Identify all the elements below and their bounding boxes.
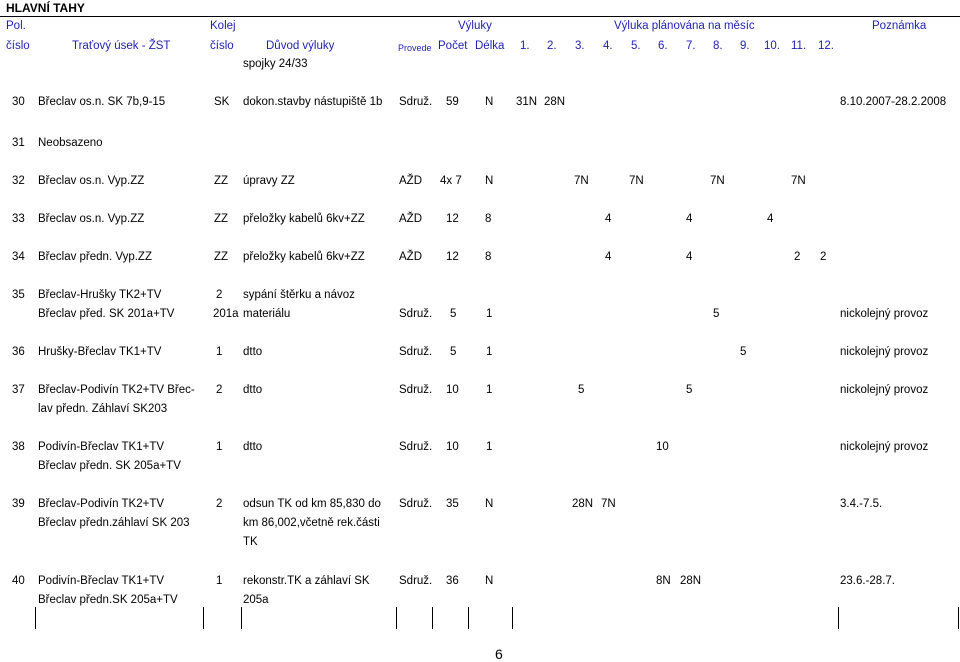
header-month-2: 2. (547, 40, 557, 52)
header-month-10: 10. (764, 40, 780, 52)
header-month-3: 3. (575, 40, 585, 52)
page-number: 6 (495, 646, 503, 662)
header-pocet: Počet (438, 40, 468, 52)
row-30-pocet: 59 (446, 96, 459, 108)
row-40-kolej: 1 (216, 575, 223, 587)
row-34-duvod: přeložky kabelů 6kv+ZZ (243, 251, 365, 263)
row-34-delka: 8 (485, 251, 492, 263)
row-31-usek: Neobsazeno (38, 137, 103, 149)
row-39-duvod: odsun TK od km 85,830 do (243, 498, 381, 510)
row-33-month: 4 (686, 213, 693, 225)
row-30-usek: Břeclav os.n. SK 7b,9-15 (38, 96, 166, 108)
header-month-11: 11. (791, 40, 807, 52)
section-title: HLAVNÍ TAHY (6, 1, 85, 15)
header-cislo-kolej: číslo (210, 40, 234, 52)
row-30-pozn: 8.10.2007-28.2.2008 (840, 96, 947, 108)
row-37-month: 5 (578, 384, 585, 396)
row-37-duvod: dtto (243, 384, 263, 396)
row-35-pocet: 5 (450, 308, 457, 320)
header-vyluky: Výluky (458, 20, 492, 32)
column-divider (958, 607, 959, 629)
row-37-kolej: 2 (216, 384, 223, 396)
row-40-month: 28N (680, 575, 702, 587)
row-33-delka: 8 (485, 213, 492, 225)
row-37-provede: Sdruž. (399, 384, 433, 396)
header-month-12: 12. (818, 40, 834, 52)
row-39-usek-2: Břeclav předn.záhlaví SK 203 (38, 517, 190, 529)
header-month-4: 4. (603, 40, 613, 52)
divider (0, 16, 960, 17)
row-30-provede: Sdruž. (399, 96, 433, 108)
header-month-6: 6. (658, 40, 668, 52)
row-30-pol: 30 (12, 96, 25, 108)
row-32-duvod: úpravy ZZ (243, 175, 295, 187)
row-36-provede: Sdruž. (399, 346, 433, 358)
row-33-kolej: ZZ (214, 213, 229, 225)
row-34-kolej: ZZ (214, 251, 229, 263)
row-40-pol: 40 (12, 575, 25, 587)
column-divider (396, 607, 397, 629)
row-34-month: 4 (686, 251, 693, 263)
row-33-usek: Břeclav os.n. Vyp.ZZ (38, 213, 145, 225)
header-vyluka-planovana: Výluka plánována na měsíc (614, 20, 755, 32)
row-39-pocet: 35 (446, 498, 459, 510)
row-33-duvod: přeložky kabelů 6kv+ZZ (243, 213, 365, 225)
row-38-provede: Sdruž. (399, 441, 433, 453)
row-35-duvod: sypání štěrku a návoz (243, 289, 355, 301)
row-34-provede: AŽD (399, 251, 422, 263)
row-39-delka: N (485, 498, 494, 510)
row-35-duvod-2: materiálu (243, 308, 291, 320)
row-37-delka: 1 (486, 384, 493, 396)
row-34-month: 2 (820, 251, 827, 263)
row-32-month: 7N (629, 175, 644, 187)
header-month-8: 8. (713, 40, 723, 52)
row-36-pozn: nickolejný provoz (840, 346, 929, 358)
row-30-delka: N (485, 96, 494, 108)
row-30-m2: 28N (544, 96, 566, 108)
row-30-m1: 31N (516, 96, 538, 108)
row-34-pocet: 12 (446, 251, 459, 263)
row-37-usek-2: lav předn. Záhlaví SK203 (38, 403, 168, 415)
row-37-pozn: nickolejný provoz (840, 384, 929, 396)
row-36-delka: 1 (486, 346, 493, 358)
row-34-pol: 34 (12, 251, 25, 263)
row-36-pocet: 5 (450, 346, 457, 358)
row-35-delka: 1 (486, 308, 493, 320)
row-38-duvod: dtto (243, 441, 263, 453)
column-divider (468, 607, 469, 629)
row-35-pol: 35 (12, 289, 25, 301)
header-month-9: 9. (740, 40, 750, 52)
header-duvod-vyluky: Důvod výluky (266, 40, 335, 52)
header-provede: Provede (398, 43, 432, 53)
row-32-usek: Břeclav os.n. Vyp.ZZ (38, 175, 145, 187)
column-divider (838, 607, 839, 629)
row-31-pol: 31 (12, 137, 25, 149)
row-40-delka: N (485, 575, 494, 587)
header-month-7: 7. (686, 40, 696, 52)
row-38-usek: Podivín-Břeclav TK1+TV (38, 441, 165, 453)
row-32-month: 7N (791, 175, 806, 187)
row-39-duvod-2: km 86,002,včetně rek.části (243, 517, 380, 529)
row-36-pol: 36 (12, 346, 25, 358)
row-36-duvod: dtto (243, 346, 263, 358)
row-32-kolej: ZZ (214, 175, 229, 187)
row-40-pozn: 23.6.-28.7. (840, 575, 895, 587)
row-37-month: 5 (686, 384, 693, 396)
row-35-usek: Břeclav-Hrušky TK2+TV (38, 289, 162, 301)
row-39-month: 28N (572, 498, 594, 510)
row-34-usek: Břeclav předn. Vyp.ZZ (38, 251, 152, 263)
row-39-pozn: 3.4.-7.5. (840, 498, 883, 510)
row-33-pol: 33 (12, 213, 25, 225)
row-35-pozn: nickolejný provoz (840, 308, 929, 320)
row-32-pocet: 4x 7 (440, 175, 462, 187)
row-30-kolej: SK (214, 96, 230, 108)
row-38-delka: 1 (486, 441, 493, 453)
row-33-month: 4 (767, 213, 774, 225)
column-divider (35, 607, 36, 629)
header-cislo: číslo (6, 40, 30, 52)
row-35-provede: Sdruž. (399, 308, 433, 320)
row-36-kolej: 1 (216, 346, 223, 358)
row-39-pol: 39 (12, 498, 25, 510)
row-39-kolej: 2 (216, 498, 223, 510)
column-divider (241, 607, 242, 629)
row-37-usek: Břeclav-Podivín TK2+TV Břec- (38, 384, 195, 396)
header-month-1: 1. (520, 40, 530, 52)
header-delka: Délka (475, 40, 505, 52)
row-30-duvod: dokon.stavby nástupiště 1b (243, 96, 383, 108)
row-38-usek-2: Břeclav předn. SK 205a+TV (38, 460, 181, 472)
header-kolej: Kolej (210, 20, 236, 32)
row-39-usek: Břeclav-Podivín TK2+TV (38, 498, 165, 510)
row-33-pocet: 12 (446, 213, 459, 225)
column-divider (512, 607, 513, 629)
row-35-kolej: 2 (216, 289, 223, 301)
row-38-month: 10 (656, 441, 669, 453)
row-38-kolej: 1 (216, 441, 223, 453)
row-36-month: 5 (740, 346, 747, 358)
row-32-pol: 32 (12, 175, 25, 187)
row-32-delka: N (485, 175, 494, 187)
row-36-usek: Hrušky-Břeclav TK1+TV (38, 346, 162, 358)
spojky-note: spojky 24/33 (243, 58, 308, 70)
row-39-month: 7N (601, 498, 616, 510)
row-34-month: 4 (605, 251, 612, 263)
row-40-usek: Podivín-Břeclav TK1+TV (38, 575, 165, 587)
column-divider (432, 607, 433, 629)
header-tratovy-usek: Traťový úsek - ŽST (72, 40, 171, 52)
row-40-month: 8N (656, 575, 671, 587)
row-38-pozn: nickolejný provoz (840, 441, 929, 453)
header-poznamka: Poznámka (872, 20, 927, 32)
row-39-duvod-3: TK (243, 536, 258, 548)
row-33-provede: AŽD (399, 213, 422, 225)
row-40-provede: Sdruž. (399, 575, 433, 587)
row-39-provede: Sdruž. (399, 498, 433, 510)
row-37-pocet: 10 (446, 384, 459, 396)
row-35-month: 5 (713, 308, 720, 320)
header-month-5: 5. (631, 40, 641, 52)
row-34-month: 2 (794, 251, 801, 263)
row-40-duvod: rekonstr.TK a záhlaví SK (243, 575, 370, 587)
row-38-pocet: 10 (446, 441, 459, 453)
row-38-pol: 38 (12, 441, 25, 453)
row-32-provede: AŽD (399, 175, 422, 187)
row-35-kolej-2: 201a (213, 308, 239, 320)
row-40-duvod-2: 205a (243, 594, 269, 606)
row-33-month: 4 (605, 213, 612, 225)
header-pol: Pol. (6, 20, 26, 32)
row-32-month: 7N (710, 175, 725, 187)
row-37-pol: 37 (12, 384, 25, 396)
row-35-usek-2: Břeclav před. SK 201a+TV (38, 308, 175, 320)
row-32-month: 7N (574, 175, 589, 187)
column-divider (203, 607, 204, 629)
row-40-usek-2: Břeclav předn.SK 205a+TV (38, 594, 178, 606)
row-40-pocet: 36 (446, 575, 459, 587)
